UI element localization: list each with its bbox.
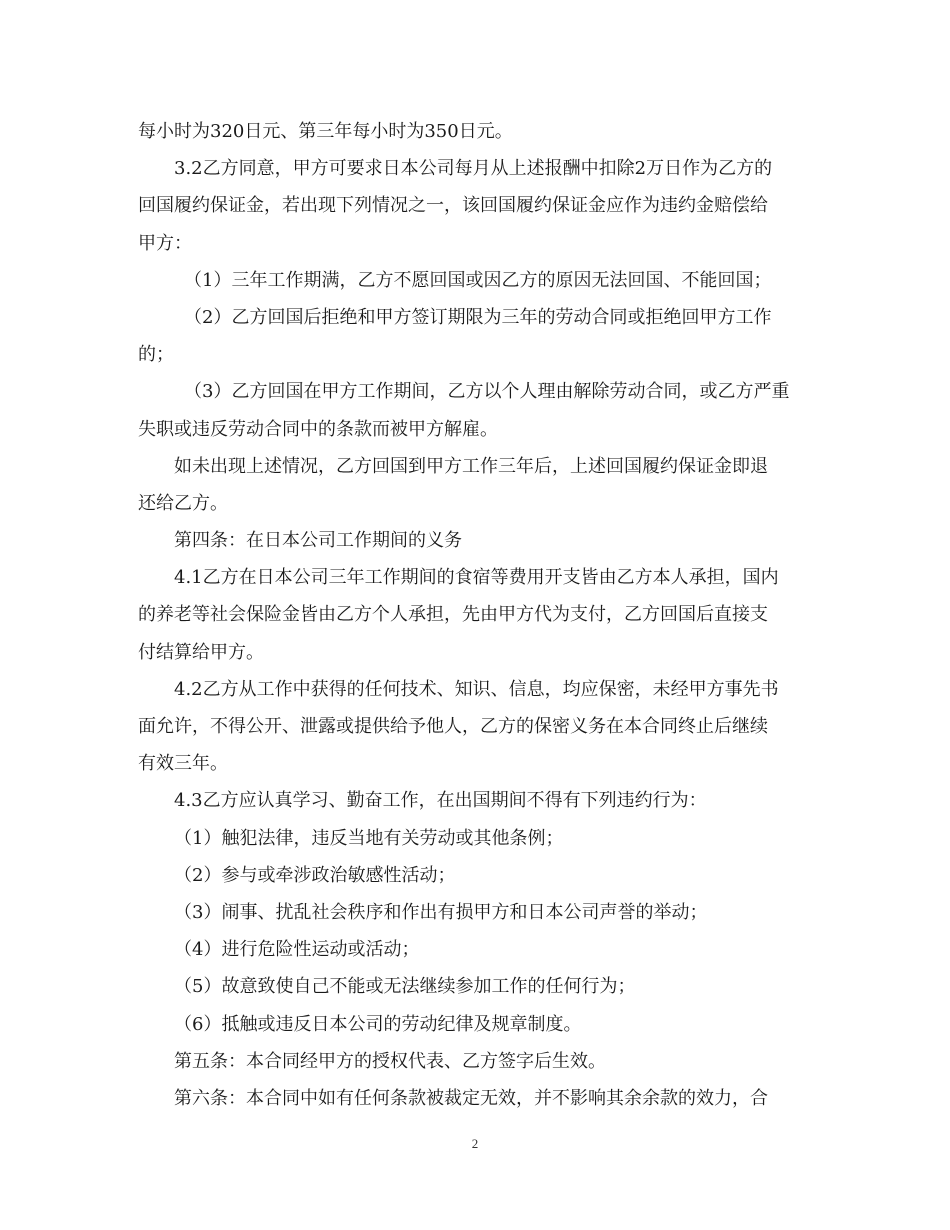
text-line: 还给乙方。 xyxy=(138,492,228,514)
text-line: 第五条：本合同经甲方的授权代表、乙方签字后生效。 xyxy=(174,1050,606,1072)
text-line: 如未出现上述情况，乙方回国到甲方工作三年后，上述回国履约保证金即退 xyxy=(174,455,768,477)
text-line: 有效三年。 xyxy=(138,753,228,775)
text-line: 每小时为320日元、第三年每小时为350日元。 xyxy=(138,121,513,142)
text-line: 的； xyxy=(138,344,174,366)
text-line: （2）参与或牵涉政治敏感性活动； xyxy=(174,864,456,886)
paragraph xyxy=(138,931,818,968)
paragraph xyxy=(138,262,818,299)
paragraph xyxy=(138,820,818,857)
paragraph xyxy=(138,150,818,262)
paragraph xyxy=(138,113,818,150)
text-line: （4）进行危险性运动或活动； xyxy=(174,939,420,961)
text-line: 回国履约保证金，若出现下列情况之一，该回国履约保证金应作为违约金赔偿给 xyxy=(138,195,768,217)
paragraph xyxy=(138,1043,818,1080)
paragraph xyxy=(138,1006,818,1043)
text-line: 第六条：本合同中如有任何条款被裁定无效，并不影响其余余款的效力，合 xyxy=(174,1087,768,1109)
text-line: （5）故意致使自己不能或无法继续参加工作的任何行为； xyxy=(174,976,636,998)
paragraph xyxy=(138,968,818,1005)
paragraph xyxy=(138,299,818,373)
text-line: （1）触犯法律，违反当地有关劳动或其他条例； xyxy=(174,827,564,849)
text-line: （3）闹事、扰乱社会秩序和作出有损甲方和日本公司声誉的举动； xyxy=(174,901,708,923)
paragraph xyxy=(138,782,818,819)
paragraph xyxy=(138,894,818,931)
text-line: 4.2乙方从工作中获得的任何技术、知识、信息，均应保密，未经甲方事先书 xyxy=(174,678,779,700)
text-line: 第四条：在日本公司工作期间的义务 xyxy=(174,530,462,552)
text-line: 的养老等社会保险金皆由乙方个人承担，先由甲方代为支付，乙方回国后直接支 xyxy=(138,604,768,626)
text-line: （3）乙方回国在甲方工作期间，乙方以个人理由解除劳动合同，或乙方严重 xyxy=(184,381,790,403)
paragraph xyxy=(138,671,818,783)
text-line: 3.2乙方同意，甲方可要求日本公司每月从上述报酬中扣除2万日作为乙方的 xyxy=(174,158,773,180)
paragraph xyxy=(138,559,818,671)
document-body xyxy=(138,113,818,1117)
page-number: 2 xyxy=(471,1136,479,1151)
text-line: 4.3乙方应认真学习、勤奋工作，在出国期间不得有下列违约行为： xyxy=(174,790,707,812)
text-line: 失职或违反劳动合同中的条款而被甲方解雇。 xyxy=(138,418,498,440)
paragraph xyxy=(138,522,818,559)
paragraph xyxy=(138,857,818,894)
text-line: 4.1乙方在日本公司三年工作期间的食宿等费用开支皆由乙方本人承担，国内 xyxy=(174,567,779,589)
paragraph xyxy=(138,1080,818,1117)
paragraph xyxy=(138,448,818,522)
text-line: （6）抵触或违反日本公司的劳动纪律及规章制度。 xyxy=(174,1013,582,1035)
text-line: （1）三年工作期满，乙方不愿回国或因乙方的原因无法回国、不能回国； xyxy=(184,269,772,291)
text-line: 面允许，不得公开、泄露或提供给予他人，乙方的保密义务在本合同终止后继续 xyxy=(138,716,768,737)
text-line: 付结算给甲方。 xyxy=(138,641,264,663)
text-line: 甲方： xyxy=(138,232,192,254)
text-line: （2）乙方回国后拒绝和甲方签订期限为三年的劳动合同或拒绝回甲方工作 xyxy=(184,306,772,328)
paragraph xyxy=(138,373,818,447)
